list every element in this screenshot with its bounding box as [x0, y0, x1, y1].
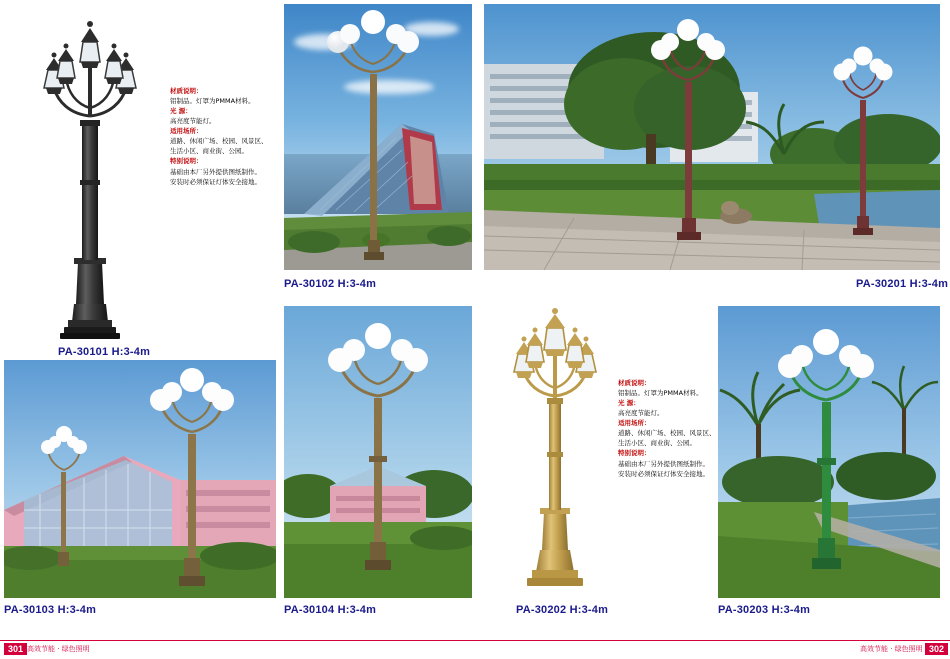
footer-text-right: 高效节能 · 绿色照明	[860, 645, 923, 653]
product-image-pa-30104	[284, 306, 472, 598]
spec-right-line-8: 基础由本厂另外提供图纸制作。	[618, 459, 709, 468]
footer-rule	[0, 640, 950, 659]
spec-left-line-1: 铝制品。灯罩为PMMA材料。	[170, 97, 255, 106]
spec-left-line-9: 安装时必须保证灯体安全接地。	[170, 177, 261, 186]
spec-left-line-2: 光 源：	[170, 107, 192, 116]
spec-right-line-4: 适用场所：	[618, 419, 651, 428]
caption-pa-30101: PA-30101 H:3-4m	[58, 346, 151, 358]
product-image-pa-30203	[718, 306, 940, 598]
spec-left-line-8: 基础由本厂另外提供图纸制作。	[170, 167, 261, 176]
caption-pa-30103: PA-30103 H:3-4m	[4, 604, 97, 616]
spec-block-left	[170, 86, 285, 187]
caption-pa-30102: PA-30102 H:3-4m	[284, 278, 377, 290]
spec-left-line-0: 材质说明：	[170, 87, 203, 95]
product-image-pa-30103	[4, 360, 276, 598]
caption-pa-30104: PA-30104 H:3-4m	[284, 604, 377, 616]
product-image-pa-30201	[484, 4, 940, 270]
spec-right-line-1: 铝制品。灯罩为PMMA材料。	[618, 389, 703, 398]
page-number-left: 301	[4, 643, 27, 655]
spec-left-line-6: 生活小区、商业街、公园。	[170, 147, 248, 156]
spec-right-line-5: 道路、休闲广场、校园、风景区、	[618, 429, 716, 438]
spec-right-line-0: 材质说明：	[618, 379, 651, 387]
spec-left-line-4: 适用场所：	[170, 127, 203, 136]
product-image-pa-30202	[490, 306, 620, 598]
product-image-pa-30102	[284, 4, 472, 270]
product-image-pa-30101	[10, 4, 170, 344]
spec-right-line-6: 生活小区、商业街、公园。	[618, 439, 696, 448]
caption-pa-30202: PA-30202 H:3-4m	[516, 604, 609, 616]
caption-pa-30201: PA-30201 H:3-4m	[856, 278, 949, 290]
page-number-right: 302	[925, 643, 948, 655]
spec-right-line-3: 高亮度节能灯。	[618, 409, 664, 418]
lamp-illustration-pa-30101	[10, 4, 170, 344]
spec-left-line-5: 道路、休闲广场、校园、风景区、	[170, 137, 268, 146]
footer-text-left: 高效节能 · 绿色照明	[27, 645, 90, 653]
spec-right-line-9: 安装时必须保证灯体安全接地。	[618, 469, 709, 478]
spec-right-line-2: 光 源：	[618, 399, 640, 408]
spec-block-right	[618, 378, 733, 479]
spec-left-line-7: 特别说明：	[170, 157, 203, 166]
spec-left-line-3: 高亮度节能灯。	[170, 117, 216, 126]
spec-right-line-7: 特别说明：	[618, 449, 651, 458]
caption-pa-30203: PA-30203 H:3-4m	[718, 604, 811, 616]
